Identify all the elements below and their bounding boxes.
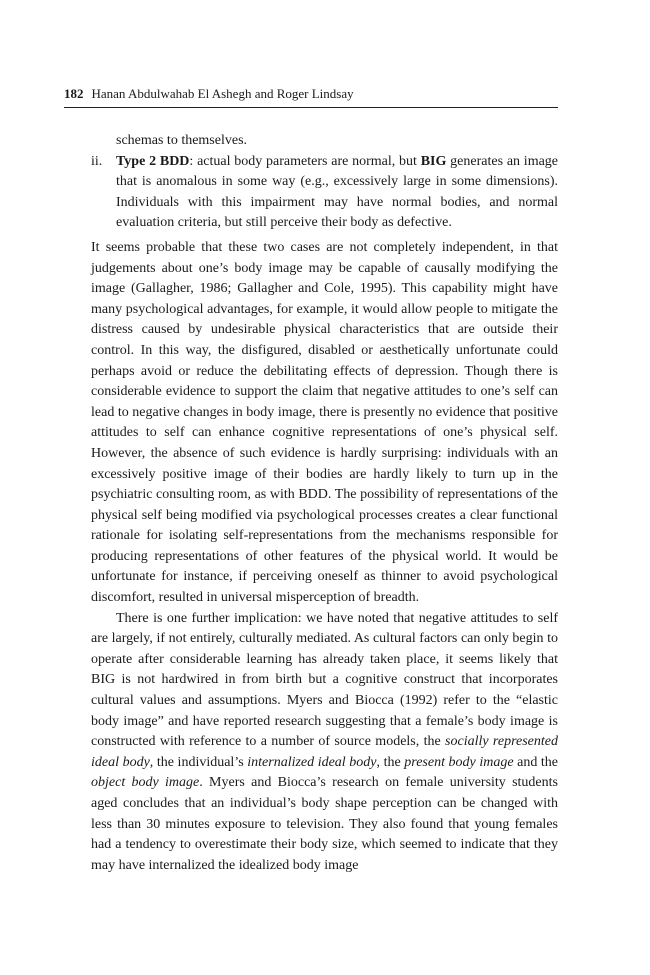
list-item-continuation bbox=[91, 131, 558, 152]
p2-text-c: , the bbox=[376, 754, 405, 770]
numbered-list bbox=[91, 131, 558, 234]
list-item-type2 bbox=[91, 152, 558, 234]
page-body bbox=[91, 131, 558, 876]
p2-italic-2: internalized ideal body bbox=[247, 754, 377, 770]
p2-text-d: and the bbox=[513, 754, 559, 770]
header-rule bbox=[64, 107, 558, 108]
p2-text-b: , the individual’s bbox=[149, 754, 248, 770]
list-text-b: generates an image that is anomalous in some way (e.g., excessively large in some dimensions). Individuals with this impairment may have normal bodies, and normal evaluation criteria, but still perceive their body as defective. bbox=[116, 153, 559, 231]
list-numeral: ii. bbox=[91, 153, 103, 169]
p2-italic-1: socially represented ideal body bbox=[91, 734, 558, 770]
paragraph-1: It seems probable that these two cases are not completely independent, in that judgements about one’s body image may be capable of causally modifying the image (Gallagher, 1986; Gallagher and Cole, 1995). This capability might have many psychological advantages, for example, it would allow people to mitigate the distress caused by undesirable physical characteristics that are outside their control. In this way, the disfigured, disabled or aesthetically unfortunate could perhaps avoid or reduce the debilitating effects of depression. Though there is considerable evidence to support the claim that negative attitudes to one’s self can lead to negative changes in body image, there is presently no evidence that positive attitudes to self can enhance cognitive representations of one’s physical self. However, the absence of such evidence is hardly surprising: individuals with an excessively positive image of their bodies are hardly likely to turn up in the psychiatric consulting room, as with BDD. The possibility of representations of the physical self being modified via psychological processes creates a clear functional rationale for isolating self-representations from the mechanisms responsible for producing representations of other features of the physical world. It would be unfortunate for instance, if perceiving oneself as thinner to avoid psychological discomfort, resulted in universal misperception of breadth. bbox=[91, 239, 558, 606]
running-title: Hanan Abdulwahab El Ashegh and Roger Lindsay bbox=[91, 86, 354, 101]
p2-italic-4: object body image bbox=[91, 775, 200, 791]
continued-text: schemas to themselves. bbox=[116, 133, 248, 148]
running-header bbox=[64, 86, 558, 102]
p2-text-a: There is one further implication: we have noted that negative attitudes to self are largely, if not entirely, culturally mediated. As cultural factors can only begin to operate after considerable learning has already taken place, it seems likely that BIG is not hardwired in from birth but a cognitive construct that incorporates cultural values and assumptions. Myers and Biocca (1992) refer to the “elastic body image” and have reported research suggesting that a female’s body image is constructed with reference to a number of source models, the bbox=[91, 610, 558, 750]
term-big: BIG bbox=[420, 153, 447, 169]
term-type2-bdd: Type 2 BDD bbox=[116, 153, 190, 169]
page-number: 182 bbox=[64, 86, 84, 101]
p2-text-e: . Myers and Biocca’s research on female university students aged concludes that an individual’s body shape perception can be changed with less than 30 minutes exposure to television. They also found that young females had a tendency to overestimate their body size, which seemed to indicate that they may have internalized the idealized body image bbox=[91, 775, 558, 873]
p2-italic-3: present body image bbox=[404, 754, 514, 770]
list-text-a: : actual body parameters are normal, but bbox=[189, 153, 421, 169]
paragraph-2 bbox=[91, 609, 558, 877]
